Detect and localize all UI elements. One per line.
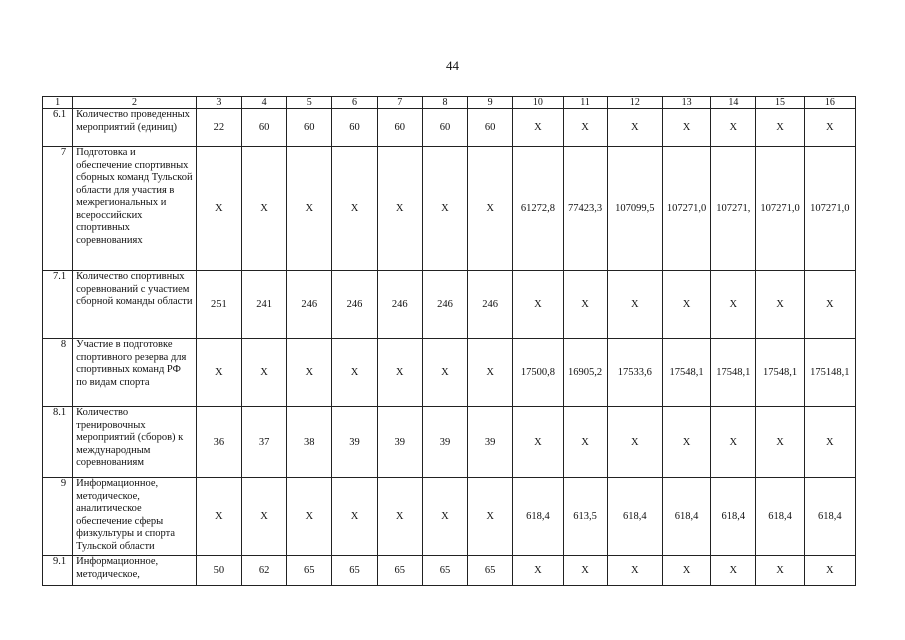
value-cell: X [332, 339, 377, 407]
value-cell: 60 [422, 109, 467, 147]
value-cell: 246 [468, 271, 513, 339]
value-cell: X [563, 407, 607, 478]
value-cell: 39 [422, 407, 467, 478]
value-cell: 65 [332, 556, 377, 586]
value-cell: 17548,1 [662, 339, 710, 407]
header-cell: 2 [73, 97, 197, 109]
header-cell: 4 [241, 97, 286, 109]
value-cell: 107271, [711, 147, 756, 271]
value-cell: 618,4 [662, 478, 710, 556]
value-cell: 107271,0 [804, 147, 855, 271]
value-cell: X [607, 271, 662, 339]
value-cell: X [804, 556, 855, 586]
value-cell: X [377, 478, 422, 556]
value-cell: X [196, 339, 241, 407]
table-row [43, 478, 856, 556]
value-cell: 61272,8 [513, 147, 563, 271]
row-number-cell: 6.1 [43, 109, 73, 147]
table-row [43, 271, 856, 339]
value-cell: X [287, 339, 332, 407]
value-cell: 38 [287, 407, 332, 478]
value-cell: 60 [241, 109, 286, 147]
program-table [42, 96, 856, 586]
table-row [43, 339, 856, 407]
table-row [43, 147, 856, 271]
value-cell: 77423,3 [563, 147, 607, 271]
header-cell: 3 [196, 97, 241, 109]
value-cell: X [607, 556, 662, 586]
value-cell: X [468, 147, 513, 271]
value-cell: X [377, 339, 422, 407]
value-cell: X [711, 407, 756, 478]
value-cell: 60 [332, 109, 377, 147]
header-cell: 8 [422, 97, 467, 109]
value-cell: 618,4 [711, 478, 756, 556]
value-cell: X [196, 478, 241, 556]
value-cell: X [756, 556, 804, 586]
value-cell: 65 [468, 556, 513, 586]
value-cell: X [287, 478, 332, 556]
value-cell: 17548,1 [756, 339, 804, 407]
value-cell: 107271,0 [756, 147, 804, 271]
value-cell: 62 [241, 556, 286, 586]
row-description-cell: Подготовка и обеспечение спортивных сборных команд Тульской области для участия в межрегиональных и всероссийских спортивных соревнованиях [73, 147, 197, 271]
value-cell: X [711, 556, 756, 586]
header-cell: 14 [711, 97, 756, 109]
value-cell: X [662, 407, 710, 478]
row-description-cell: Количество спортивных соревнований с участием сборной команды области [73, 271, 197, 339]
value-cell: X [804, 271, 855, 339]
value-cell: X [513, 407, 563, 478]
value-cell: X [332, 147, 377, 271]
value-cell: 37 [241, 407, 286, 478]
value-cell: 22 [196, 109, 241, 147]
value-cell: 60 [377, 109, 422, 147]
row-description-cell: Информационное, методическое, [73, 556, 197, 586]
header-cell: 15 [756, 97, 804, 109]
value-cell: 246 [377, 271, 422, 339]
value-cell: X [241, 147, 286, 271]
value-cell: X [662, 109, 710, 147]
value-cell: 107099,5 [607, 147, 662, 271]
header-row [43, 97, 856, 109]
table-row [43, 109, 856, 147]
value-cell: 251 [196, 271, 241, 339]
value-cell: X [241, 478, 286, 556]
value-cell: 60 [468, 109, 513, 147]
header-cell: 7 [377, 97, 422, 109]
row-description-cell: Участие в подготовке спортивного резерва для спортивных команд РФ по видам спорта [73, 339, 197, 407]
value-cell: X [563, 556, 607, 586]
value-cell: X [563, 109, 607, 147]
table-row [43, 407, 856, 478]
value-cell: 65 [287, 556, 332, 586]
value-cell: X [422, 339, 467, 407]
row-number-cell: 9.1 [43, 556, 73, 586]
value-cell: 17533,6 [607, 339, 662, 407]
header-cell: 13 [662, 97, 710, 109]
header-cell: 1 [43, 97, 73, 109]
value-cell: X [756, 109, 804, 147]
row-description-cell: Количество тренировочных мероприятий (сборов) к международным соревнованиям [73, 407, 197, 478]
value-cell: X [607, 407, 662, 478]
header-cell: 11 [563, 97, 607, 109]
value-cell: 175148,1 [804, 339, 855, 407]
value-cell: X [468, 478, 513, 556]
value-cell: X [513, 109, 563, 147]
value-cell: X [804, 109, 855, 147]
header-cell: 16 [804, 97, 855, 109]
value-cell: X [563, 271, 607, 339]
value-cell: X [241, 339, 286, 407]
value-cell: X [287, 147, 332, 271]
value-cell: 241 [241, 271, 286, 339]
value-cell: 618,4 [804, 478, 855, 556]
value-cell: X [468, 339, 513, 407]
row-description-cell: Информационное, методическое, аналитическое обеспечение сферы физкультуры и спорта Тульской области [73, 478, 197, 556]
page-number: 44 [446, 58, 459, 73]
table-row [43, 556, 856, 586]
row-number-cell: 7.1 [43, 271, 73, 339]
row-number-cell: 8.1 [43, 407, 73, 478]
value-cell: X [756, 407, 804, 478]
value-cell: X [196, 147, 241, 271]
value-cell: 618,4 [607, 478, 662, 556]
header-cell: 5 [287, 97, 332, 109]
value-cell: X [422, 147, 467, 271]
value-cell: X [804, 407, 855, 478]
value-cell: X [711, 271, 756, 339]
value-cell: 39 [332, 407, 377, 478]
value-cell: 17548,1 [711, 339, 756, 407]
row-description-cell: Количество проведенных мероприятий (единиц) [73, 109, 197, 147]
value-cell: X [607, 109, 662, 147]
row-number-cell: 8 [43, 339, 73, 407]
value-cell: 618,4 [756, 478, 804, 556]
header-cell: 9 [468, 97, 513, 109]
value-cell: 65 [377, 556, 422, 586]
value-cell: 17500,8 [513, 339, 563, 407]
header-cell: 12 [607, 97, 662, 109]
value-cell: 60 [287, 109, 332, 147]
value-cell: 613,5 [563, 478, 607, 556]
row-number-cell: 9 [43, 478, 73, 556]
value-cell: 16905,2 [563, 339, 607, 407]
value-cell: 107271,0 [662, 147, 710, 271]
value-cell: 50 [196, 556, 241, 586]
value-cell: X [332, 478, 377, 556]
header-cell: 6 [332, 97, 377, 109]
value-cell: 246 [287, 271, 332, 339]
value-cell: 246 [422, 271, 467, 339]
value-cell: 246 [332, 271, 377, 339]
value-cell: X [662, 271, 710, 339]
row-number-cell: 7 [43, 147, 73, 271]
value-cell: X [756, 271, 804, 339]
header-cell: 10 [513, 97, 563, 109]
value-cell: 39 [377, 407, 422, 478]
value-cell: X [662, 556, 710, 586]
value-cell: 39 [468, 407, 513, 478]
value-cell: 65 [422, 556, 467, 586]
value-cell: X [513, 271, 563, 339]
value-cell: X [513, 556, 563, 586]
value-cell: 36 [196, 407, 241, 478]
value-cell: X [422, 478, 467, 556]
value-cell: 618,4 [513, 478, 563, 556]
value-cell: X [711, 109, 756, 147]
value-cell: X [377, 147, 422, 271]
